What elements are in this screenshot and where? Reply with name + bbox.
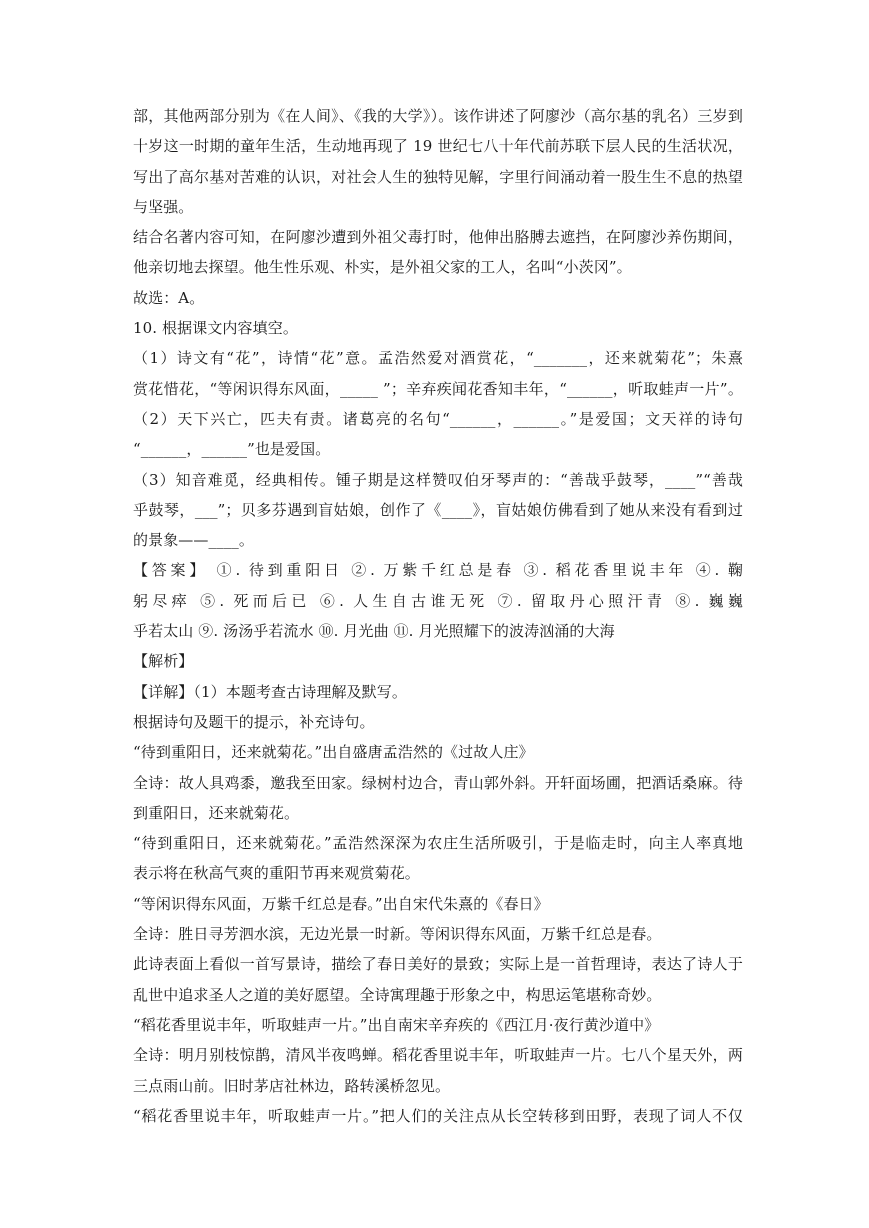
text-line: （2）天下兴亡，匹夫有责。诸葛亮的名句“______，______。”是爱国；文天祥的诗句 <box>133 409 743 428</box>
text-line: 结合名著内容可知，在阿廖沙遭到外祖父毒打时，他伸出胳膊去遮挡，在阿廖沙养伤期间， <box>133 228 743 247</box>
text-line: “等闲识得东风面，万紫千红总是春。”出自宋代朱熹的《春日》 <box>133 894 549 913</box>
text-line: （3）知音难觅，经典相传。锺子期是这样赞叹伯牙琴声的：“善哉乎鼓琴，____”“善哉 <box>133 470 743 489</box>
text-line: 十岁这一时期的童年生活，生动地再现了 19 世纪七八十年代前苏联下层人民的生活状况， <box>133 137 743 156</box>
text-line: 乱世中追求圣人之道的美好愿望。全诗寓理趣于形象之中，构思运笔堪称奇妙。 <box>133 985 662 1004</box>
text-line: 表示将在秋高气爽的重阳节再来观赏菊花。 <box>133 864 420 883</box>
text-line: 的景象——____。 <box>133 531 255 550</box>
text-line: 赏花惜花，“等闲识得东风面，_____ ”；辛弃疾闻花香知丰年，“______，听取蛙声一片”。 <box>133 379 743 398</box>
text-line: 此诗表面上看似一首写景诗，描绘了春日美好的景致；实际上是一首哲理诗，表达了诗人于 <box>133 955 743 974</box>
text-line: 写出了高尔基对苦难的认识，对社会人生的独特见解，字里行间涌动着一股生生不息的热望 <box>133 167 743 186</box>
text-line: “稻花香里说丰年，听取蛙声一片。”出自南宋辛弃疾的《西江月·夜行黄沙道中》 <box>133 1015 660 1034</box>
text-line: 乎鼓琴，___”；贝多芬遇到盲姑娘，创作了《____》，盲姑娘仿佛看到了她从来没有看到过 <box>133 500 743 519</box>
text-line: 故选：A。 <box>133 288 205 307</box>
text-line: 【答案】 ①. 待到重阳日 ②. 万紫千红总是春 ③. 稻花香里说丰年 ④. 鞠 <box>133 561 743 580</box>
text-line: 乎若太山 ⑨. 汤汤乎若流水 ⑩. 月光曲 ⑪. 月光照耀下的波涛汹涌的大海 <box>133 622 615 641</box>
text-line: 全诗：故人具鸡黍，邀我至田家。绿树村边合，青山郭外斜。开轩面场圃，把酒话桑麻。待 <box>133 773 743 792</box>
text-line: 与坚强。 <box>133 197 194 216</box>
text-line: 他亲切地去探望。他生性乐观、朴实，是外祖父家的工人，名叫“小茨冈”。 <box>133 258 632 277</box>
text-line: 【解析】 <box>133 652 194 671</box>
text-line: （1）诗文有“花”，诗情“花”意。孟浩然爱对酒赏花，“_______，还来就菊花”；朱熹 <box>133 349 743 368</box>
text-line: 10. 根据课文内容填空。 <box>133 319 298 338</box>
text-line: 部，其他两部分别为《在人间》、《我的大学》）。该作讲述了阿廖沙（高尔基的乳名）三岁到 <box>133 107 743 125</box>
document-body <box>133 101 743 1131</box>
text-line: 三点雨山前。旧时茅店社林边，路转溪桥忽见。 <box>133 1076 451 1095</box>
text-line: “稻花香里说丰年，听取蛙声一片。”把人们的关注点从长空转移到田野，表现了词人不仅 <box>133 1106 743 1125</box>
text-line: 【详解】（1）本题考查古诗理解及默写。 <box>133 682 407 701</box>
text-line: 到重阳日，还来就菊花。 <box>133 803 300 822</box>
text-line: 全诗：明月别枝惊鹊，清风半夜鸣蝉。稻花香里说丰年，听取蛙声一片。七八个星天外，两 <box>133 1046 743 1065</box>
text-line: “待到重阳日，还来就菊花。”孟浩然深深为农庄生活所吸引，于是临走时，向主人率真地 <box>133 834 743 853</box>
text-line: “待到重阳日，还来就菊花。”出自盛唐孟浩然的《过故人庄》 <box>133 743 534 762</box>
text-line: 根据诗句及题干的提示，补充诗句。 <box>133 712 375 731</box>
text-line: 全诗：胜日寻芳泗水滨，无边光景一时新。等闲识得东风面，万紫千红总是春。 <box>133 925 662 944</box>
text-line: 躬尽瘁 ⑤. 死而后已 ⑥. 人生自古谁无死 ⑦. 留取丹心照汗青 ⑧. 巍巍 <box>133 591 743 610</box>
text-line: “______，______”也是爱国。 <box>133 440 331 459</box>
